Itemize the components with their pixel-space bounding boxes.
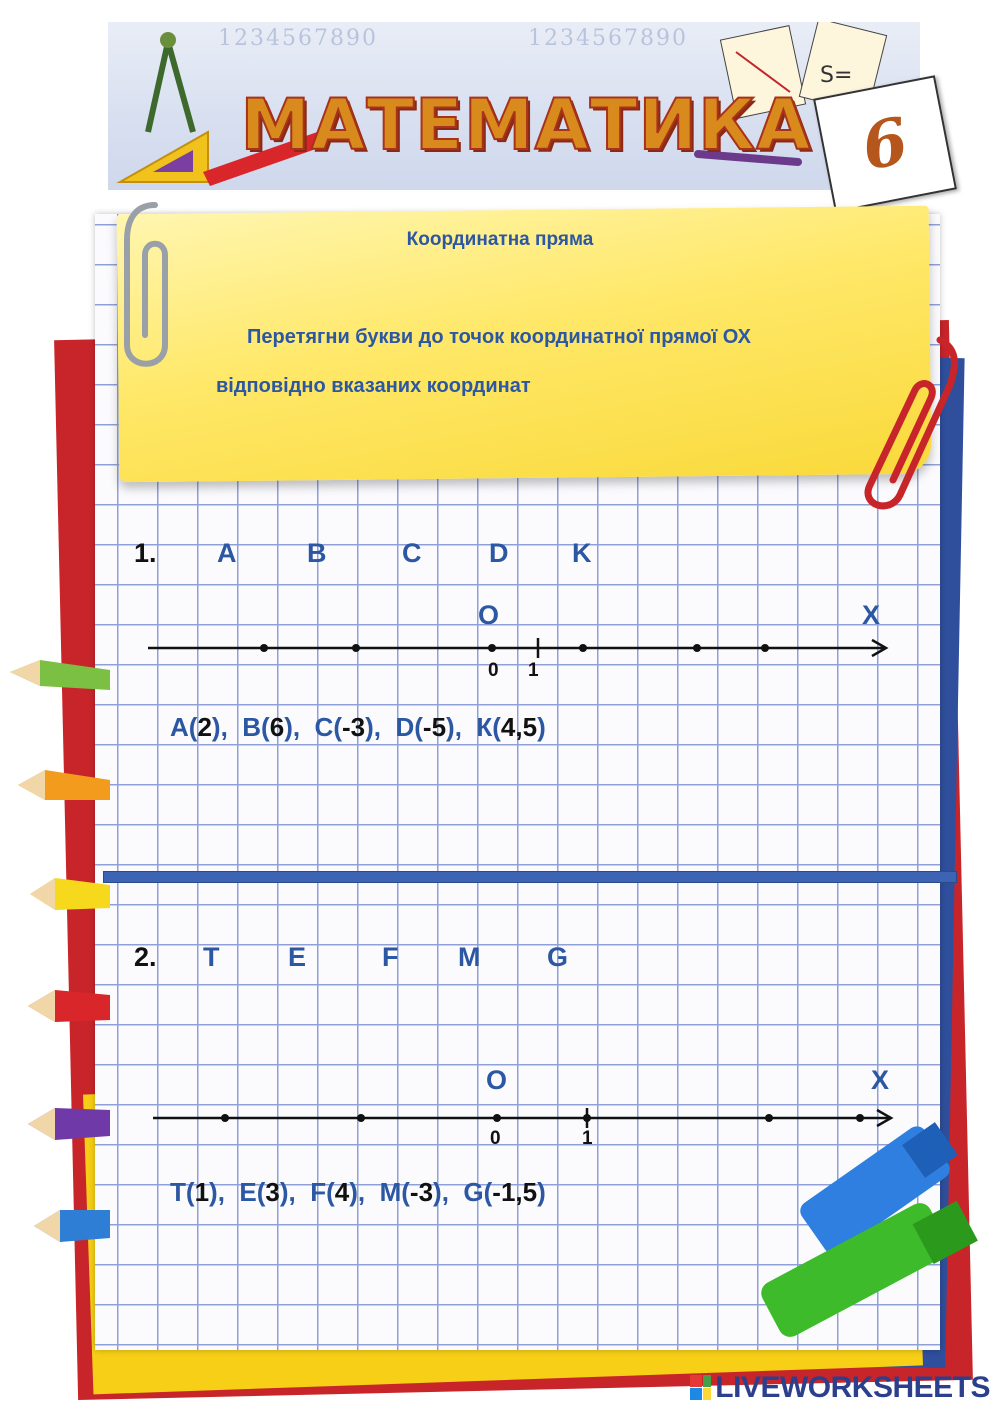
- coord-name: К: [476, 712, 493, 742]
- coord-name: E: [239, 1177, 257, 1207]
- liveworksheets-watermark: [690, 1368, 990, 1408]
- coord-value: 1: [194, 1177, 210, 1207]
- pencil-orange-icon: [18, 770, 110, 800]
- coord-value: -5: [422, 712, 447, 742]
- coordinates-list-1: A(2), B(6), C(-3), D(-5), К(4,5): [170, 712, 546, 742]
- coord-value: 2: [197, 712, 212, 742]
- tick-label-one-2: 1: [582, 1128, 593, 1149]
- coord-value: 4: [334, 1177, 350, 1207]
- draggable-letter-a[interactable]: A: [217, 538, 237, 568]
- drop-target-point[interactable]: [579, 644, 587, 652]
- coord-value: -3: [409, 1177, 434, 1207]
- origin-label-2: O: [486, 1065, 508, 1095]
- paperclip-left-icon: [115, 195, 195, 395]
- coord-name: B: [242, 712, 262, 742]
- coord-name: C: [314, 712, 334, 742]
- coord-name: A: [170, 712, 189, 742]
- origin-label-1: O: [478, 600, 500, 630]
- number-line-1: [140, 630, 900, 670]
- drop-target-point[interactable]: [693, 644, 701, 652]
- drop-target-point[interactable]: [352, 644, 360, 652]
- draggable-letter-t[interactable]: T: [203, 942, 220, 972]
- grade-card: [813, 75, 957, 213]
- drop-target-point[interactable]: [260, 644, 268, 652]
- draggable-letter-m[interactable]: M: [458, 942, 481, 972]
- coord-value: -3: [341, 712, 366, 742]
- coord-value: 4,5: [500, 712, 538, 742]
- tick-label-zero-1: 0: [488, 660, 499, 681]
- coord-name: G: [463, 1177, 484, 1207]
- tick-label-one-1: 1: [528, 660, 539, 681]
- drop-target-point[interactable]: [583, 1114, 591, 1122]
- draggable-letter-k[interactable]: K: [572, 538, 592, 568]
- instruction-line-1: Перетягни букви до точок координатної прямої ОХ: [247, 326, 751, 348]
- coord-name: M: [379, 1177, 402, 1207]
- draggable-letter-c[interactable]: C: [402, 538, 422, 568]
- section-divider: [103, 871, 957, 883]
- drop-target-point[interactable]: [221, 1114, 229, 1122]
- worksheet-title: Координатна пряма: [406, 229, 594, 250]
- drop-target-point[interactable]: [765, 1114, 773, 1122]
- draggable-letter-d[interactable]: D: [489, 538, 509, 568]
- instruction-line-2: відповідно вказаних координат: [216, 375, 531, 397]
- pencil-red-icon: [28, 990, 110, 1022]
- drop-target-point[interactable]: [357, 1114, 365, 1122]
- svg-text:S=: S=: [820, 63, 853, 88]
- markers-decoration: [740, 1120, 990, 1340]
- draggable-letter-f[interactable]: F: [382, 942, 399, 972]
- banner-digits-left: 1234567890: [218, 26, 378, 51]
- watermark-text: LIVEWORKSHEETS: [715, 1371, 990, 1404]
- pencil-blue-icon: [34, 1210, 110, 1242]
- banner-digits-right: 1234567890: [528, 26, 688, 51]
- liveworksheets-logo-icon: [690, 1375, 711, 1401]
- drop-target-point[interactable]: [856, 1114, 864, 1122]
- coord-name: T: [170, 1177, 186, 1207]
- pencil-green-icon: [10, 660, 110, 690]
- exercise-1-number: 1.: [134, 538, 157, 568]
- draggable-letter-e[interactable]: E: [288, 942, 307, 972]
- exercise-2-number: 2.: [134, 942, 157, 972]
- coord-name: F: [310, 1177, 327, 1207]
- grade-number: 6: [855, 102, 915, 186]
- axis-x-label-2: X: [871, 1065, 890, 1095]
- number-line-2: [145, 1100, 905, 1140]
- draggable-letter-g[interactable]: G: [547, 942, 569, 972]
- coordinates-list-2: T(1), E(3), F(4), M(-3), G(-1,5): [170, 1177, 546, 1207]
- coord-value: 6: [269, 712, 285, 742]
- tick-label-zero-2: 0: [490, 1128, 501, 1149]
- pencil-yellow-icon: [30, 878, 110, 910]
- pencil-purple-icon: [28, 1108, 110, 1140]
- coord-value: 3: [265, 1177, 280, 1207]
- drop-target-point[interactable]: [761, 644, 769, 652]
- origin-point[interactable]: [493, 1114, 501, 1122]
- pencils-decoration: [0, 650, 110, 1270]
- banner-title: МАТЕМАТИКА: [240, 84, 812, 166]
- origin-point[interactable]: [488, 644, 496, 652]
- coord-name: D: [395, 712, 415, 742]
- axis-x-label-1: X: [862, 600, 881, 630]
- draggable-letter-b[interactable]: B: [307, 538, 327, 568]
- paperclip-red-icon: [855, 330, 965, 520]
- header-banner: [108, 22, 920, 190]
- coord-value: -1,5: [492, 1177, 538, 1207]
